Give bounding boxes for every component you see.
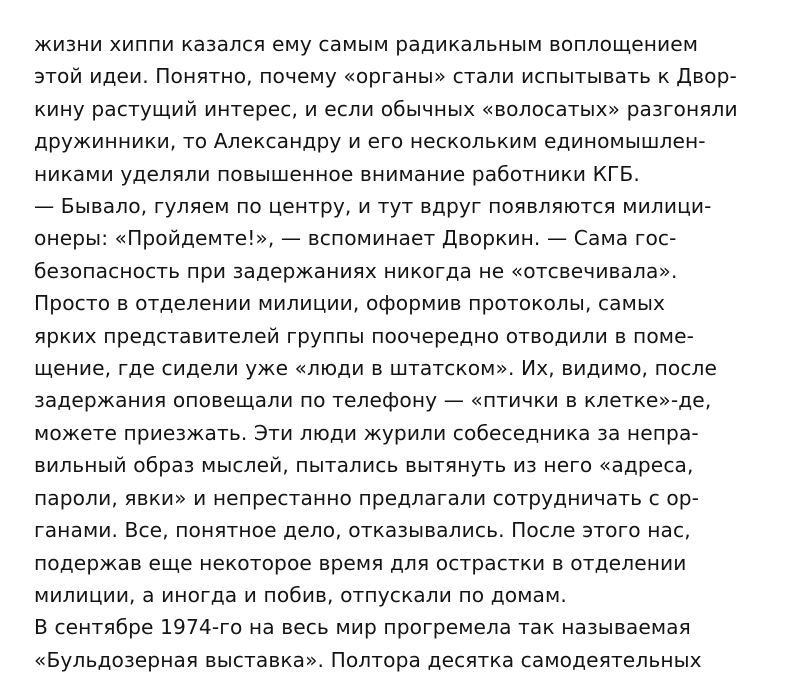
line-text: никами уделяли повышенное внимание работники КГБ. [34,161,640,186]
line-text: милиции, а иногда и побив, отпускали по домам. [34,582,567,607]
paragraph-bulldozer-exhibition [34,611,768,676]
line-text: кину растущий интерес, и если обычных «волосатых» разгоняли [34,96,738,121]
text-line [34,644,768,676]
text-line [34,255,768,287]
text-line [34,417,768,449]
text-line [34,611,768,643]
line-text: задержания оповещали по телефону — «птички в клетке»-де, [34,388,712,413]
line-text: дружинники, то Александру и его нескольким единомышлен- [34,129,706,154]
text-line [34,579,768,611]
line-text: Просто в отделении милиции, оформив протоколы, самых [34,291,666,316]
text-line [34,514,768,546]
text-line [34,547,768,579]
line-text: онеры: «Пройдемте!», — вспоминает Дворкин. — Сама гос- [34,226,677,251]
line-text: вильный образ мыслей, пытались вытянуть из него «адреса, [34,453,694,478]
paragraph-hippie-life [34,28,768,190]
text-line [34,352,768,384]
line-text: пароли, явки» и непрестанно предлагали сотрудничать с ор- [34,485,700,510]
text-line [34,158,768,190]
text-line [34,125,768,157]
text-line [34,384,768,416]
text-line [34,449,768,481]
line-text: «Бульдозерная выставка». Полтора десятка самодеятельных [34,647,702,672]
line-text: безопасность при задержаниях никогда не «отсвечивала». [34,258,678,283]
line-text: В сентябре 1974-го на весь мир прогремела так называемая [34,615,691,640]
text-line [34,222,768,254]
paragraph-dvorkin-quote [34,190,768,611]
line-text: жизни хиппи казался ему самым радикальным воплощением [34,32,699,56]
text-line [34,482,768,514]
line-text: — Бывало, гуляем по центру, и тут вдруг появляются милици- [34,194,712,219]
line-text: этой идеи. Понятно, почему «органы» стали испытывать к Двор- [34,64,737,89]
text-line [34,60,768,92]
line-text: щение, где сидели уже «люди в штатском». Их, видимо, после [34,356,718,381]
text-line [34,287,768,319]
line-text: можете приезжать. Эти люди журили собеседника за непра- [34,420,699,445]
line-text: ярких представителей группы поочередно отводили в поме- [34,323,695,348]
text-line [34,190,768,222]
text-line [34,28,768,60]
line-text: подержав еще некоторое время для острастки в отделении [34,550,687,575]
text-line [34,320,768,352]
text-line [34,93,768,125]
line-text: ганами. Все, понятное дело, отказывались. После этого нас, [34,518,691,543]
